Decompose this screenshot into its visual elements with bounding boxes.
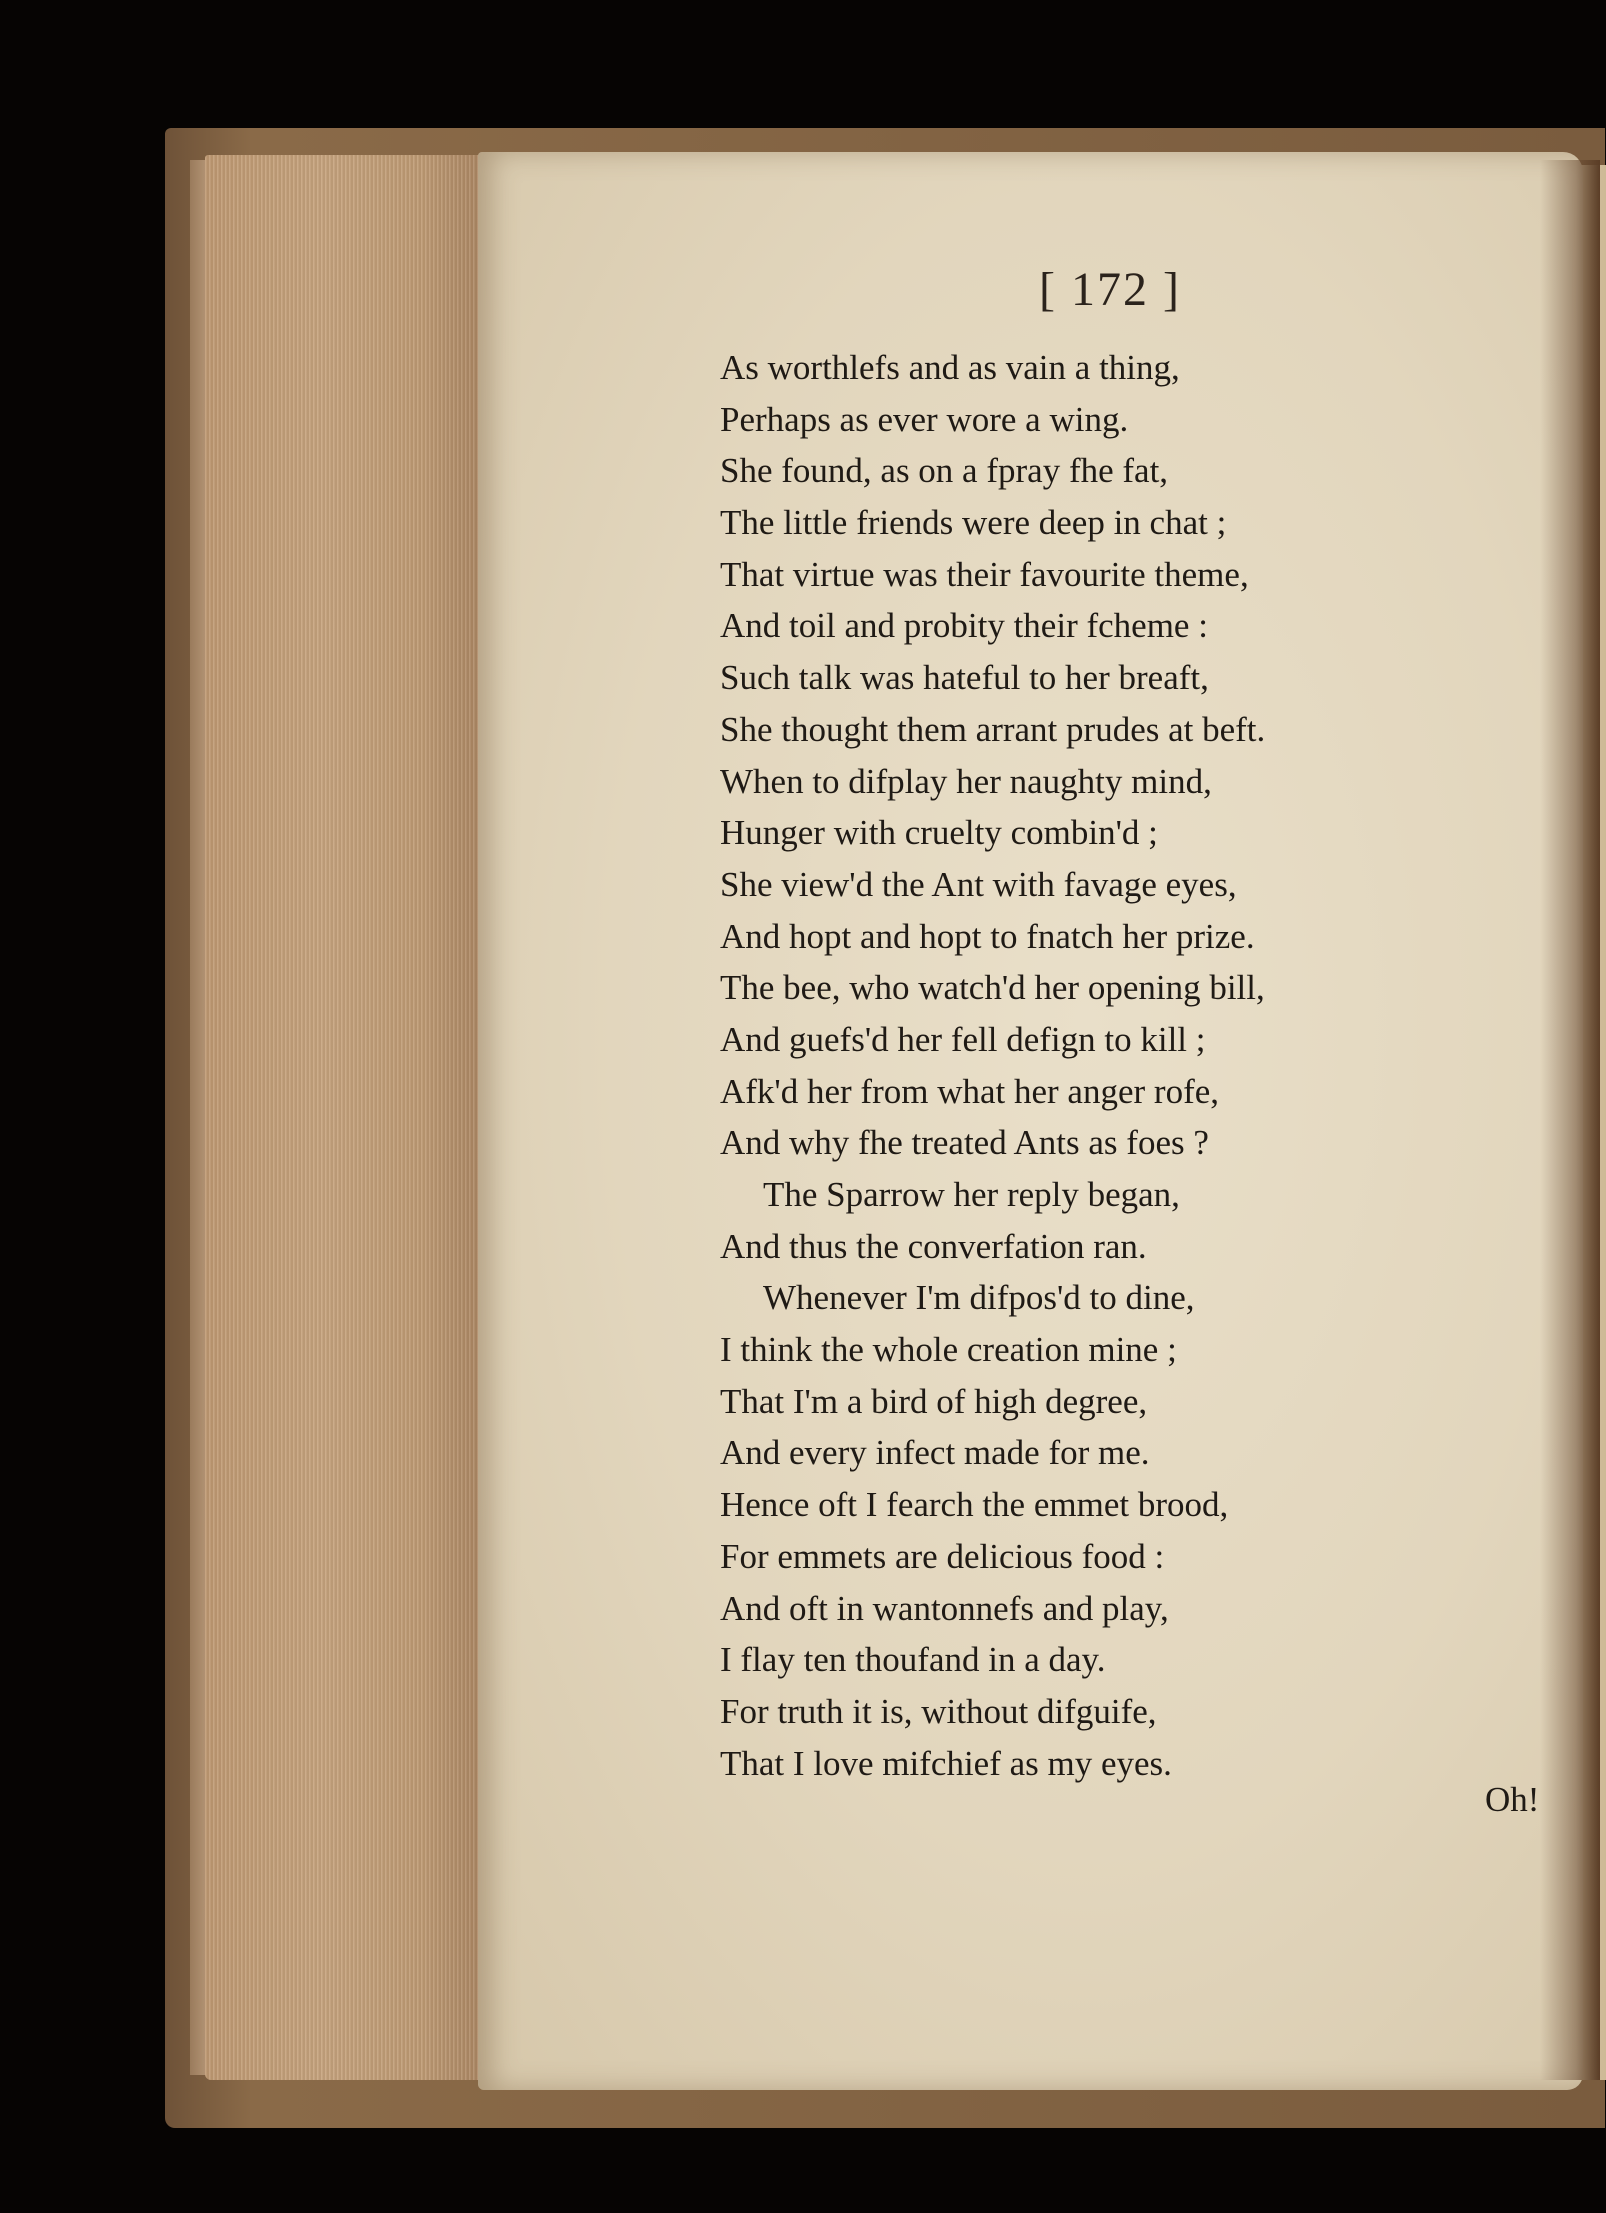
poem-line: I think the whole creation mine ; <box>720 1330 1177 1370</box>
poem-text <box>720 342 1440 1789</box>
poem-line: I flay ten thoufand in a day. <box>720 1640 1106 1680</box>
poem-line: For emmets are delicious food : <box>720 1536 1165 1576</box>
poem-line: And toil and probity their fcheme : <box>720 606 1208 646</box>
poem-line: And thus the converfation ran. <box>720 1226 1147 1266</box>
poem-line: That virtue was their favourite theme, <box>720 554 1249 594</box>
poem-line: When to difplay her naughty mind, <box>720 761 1212 801</box>
poem-line: And every infect made for me. <box>720 1433 1150 1473</box>
poem-line: Hence oft I fearch the emmet brood, <box>720 1485 1229 1525</box>
poem-line: She found, as on a fpray fhe fat, <box>720 451 1169 491</box>
poem-line: Afk'd her from what her anger rofe, <box>720 1071 1220 1111</box>
poem-line: She view'd the Ant with favage eyes, <box>720 864 1237 904</box>
poem-line: She thought them arrant prudes at beft. <box>720 709 1266 749</box>
gutter-shadow <box>1540 160 1600 2080</box>
poem-line: The bee, who watch'd her opening bill, <box>720 968 1265 1008</box>
poem-line: And hopt and hopt to fnatch her prize. <box>720 916 1255 956</box>
poem-line: And guefs'd her fell defign to kill ; <box>720 1019 1206 1059</box>
poem-line: That I'm a bird of high degree, <box>720 1381 1148 1421</box>
poem-line: That I love mifchief as my eyes. <box>720 1743 1172 1783</box>
poem-line: As worthlefs and as vain a thing, <box>720 348 1180 387</box>
poem-line: Such talk was hateful to her breaft, <box>720 658 1209 698</box>
poem-line: The Sparrow her reply began, <box>763 1175 1180 1214</box>
poem-line: Whenever I'm difpos'd to dine, <box>763 1278 1195 1318</box>
poem-line: For truth it is, without difguife, <box>720 1691 1157 1731</box>
poem-line: And oft in wantonnefs and play, <box>720 1588 1169 1628</box>
poem-line: Perhaps as ever wore a wing. <box>720 399 1129 439</box>
catchword: Oh! <box>1485 1780 1540 1819</box>
poem-line: The little friends were deep in chat ; <box>720 503 1227 543</box>
poem-line: Hunger with cruelty combin'd ; <box>720 813 1158 853</box>
poem-line: And why fhe treated Ants as foes ? <box>720 1123 1209 1163</box>
page-number: [ 172 ] <box>1039 263 1181 316</box>
page-block <box>205 155 495 2080</box>
